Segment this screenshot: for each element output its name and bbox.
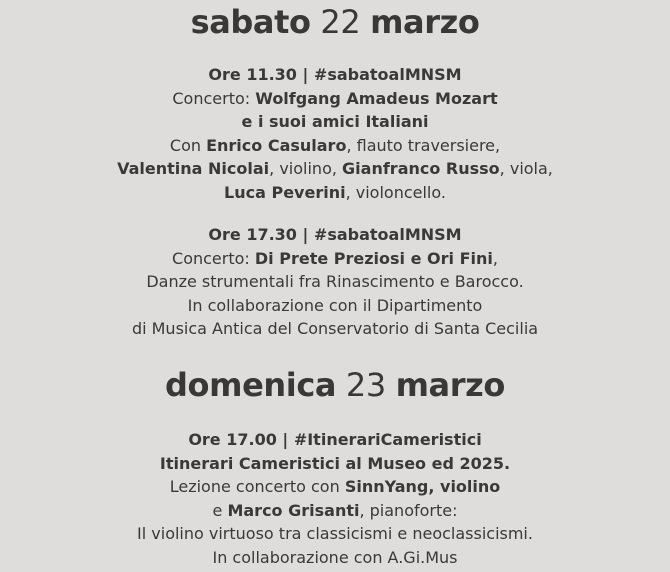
performer-name: Valentina Nicolai [117,159,270,178]
performers-prefix: Con [169,135,207,155]
saturday-month: marzo [370,3,480,41]
program-description: Il violino virtuoso tra classicismi e neoclassicismi. [137,524,533,543]
event-sunday [0,428,670,569]
concert-subtitle-line [0,110,670,134]
performer-name: Luca Peverini [224,182,346,202]
event-saturday-afternoon [0,223,670,341]
concert-prefix: Concerto: [172,248,255,268]
concert-title: Di Prete Preziosi e Ori Fini [254,248,493,268]
performer-instrument: , viola, [499,159,553,178]
concert-prefix: Concerto: [172,88,256,108]
performers-prefix: e [212,500,228,520]
concert-title: Wolfgang Amadeus Mozart [255,88,498,108]
sunday-heading [0,366,670,404]
performers-line-3 [0,181,670,205]
event-time: Ore 17.30 | #sabatoalMNSM [208,225,462,244]
collaboration-line: In collaborazione con A.Gi.Mus [212,547,458,567]
performer-instrument: , violoncello. [345,182,446,202]
sunday-month: marzo [395,366,505,404]
saturday-heading [0,3,670,41]
event-saturday-morning [0,63,670,204]
performers-line [0,499,670,523]
collaboration-line-1: In collaborazione con il Dipartimento [187,295,483,315]
lesson-line [0,475,670,499]
sunday-date-number: 23 [345,366,386,404]
lesson-prefix: Lezione concerto con [169,477,345,496]
performer-instrument: , flauto traversiere, [346,135,501,155]
event-time: Ore 11.30 | #sabatoalMNSM [208,65,462,84]
performers-line-1 [0,134,670,158]
performer-instrument: , pianoforte: [359,500,458,520]
collaboration-line-2: di Musica Antica del Conservatorio di Santa Cecilia [131,319,539,338]
saturday-date-number: 22 [320,3,361,41]
concert-subtitle: e i suoi amici Italiani [241,112,429,131]
performer-name: Enrico Casularo [206,135,347,155]
performer-name: Gianfranco Russo [342,159,500,178]
event-time-line [0,223,670,247]
performers-line-2 [0,157,670,181]
event-time-line [0,63,670,87]
concert-description: Danze strumentali fra Rinascimento e Barocco. [146,272,524,291]
performer-instrument: , violino, [269,159,343,178]
event-time: Ore 17.00 | #ItinerariCameristici [188,430,482,449]
performer-name: SinnYang, violino [344,477,501,496]
performer-name: Marco Grisanti [227,500,360,520]
concert-line [0,247,670,271]
sunday-day-name: domenica [165,366,337,404]
series-title: Itinerari Cameristici al Museo ed 2025. [159,453,511,473]
concert-line [0,87,670,111]
concert-punctuation: , [492,248,498,268]
event-time-line [0,428,670,452]
series-title-line [0,452,670,476]
saturday-day-name: sabato [190,3,311,41]
